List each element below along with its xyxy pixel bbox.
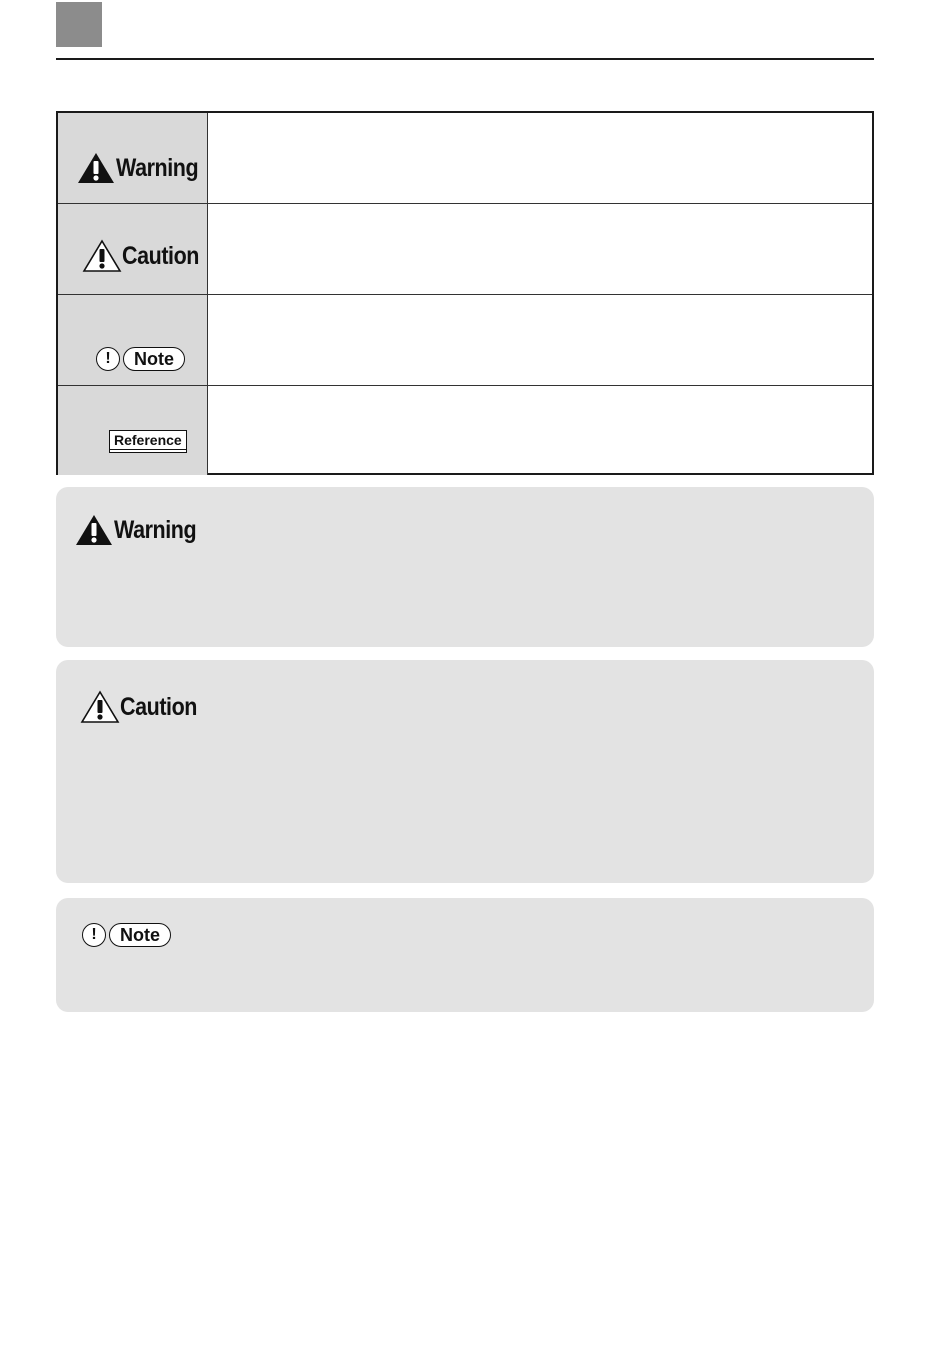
caution-triangle-icon: [80, 690, 120, 724]
reference-label: [109, 430, 187, 450]
legend-row-reference: [58, 386, 872, 475]
chapter-marker: [56, 2, 102, 47]
note-callout: [56, 898, 874, 1012]
legend-row-warning: [58, 113, 872, 204]
symbol-legend-table: [56, 111, 874, 475]
caution-callout: [56, 660, 874, 883]
caution-word: Caution: [122, 241, 200, 270]
exclamation-circle-icon: !: [82, 923, 106, 947]
legend-icon-cell: [58, 386, 208, 475]
legend-description: [209, 386, 872, 475]
callout-text: [216, 680, 854, 863]
warning-label: [74, 513, 210, 547]
legend-description: [209, 204, 872, 294]
warning-callout: [56, 487, 874, 647]
callout-text: [216, 918, 854, 992]
legend-icon-cell: [58, 204, 208, 294]
legend-icon-cell: [58, 295, 208, 385]
caution-word: Caution: [120, 692, 198, 721]
caution-triangle-icon: [82, 239, 122, 273]
callout-text: [216, 507, 854, 627]
caution-label: [82, 239, 212, 273]
legend-row-note: [58, 295, 872, 386]
note-word: Note: [123, 347, 185, 371]
header-rule: [56, 58, 874, 60]
note-label: [82, 923, 171, 947]
exclamation-circle-icon: !: [96, 347, 120, 371]
warning-word: Warning: [116, 153, 199, 182]
warning-label: [76, 151, 212, 185]
legend-icon-cell: [58, 113, 208, 203]
note-label: [96, 347, 185, 371]
warning-triangle-icon: [76, 151, 116, 185]
legend-description: [209, 295, 872, 385]
note-word: Note: [109, 923, 171, 947]
reference-book-icon: Reference: [109, 430, 187, 450]
legend-row-caution: [58, 204, 872, 295]
legend-description: [209, 113, 872, 203]
caution-label: [80, 690, 210, 724]
warning-word: Warning: [114, 515, 197, 544]
warning-triangle-icon: [74, 513, 114, 547]
